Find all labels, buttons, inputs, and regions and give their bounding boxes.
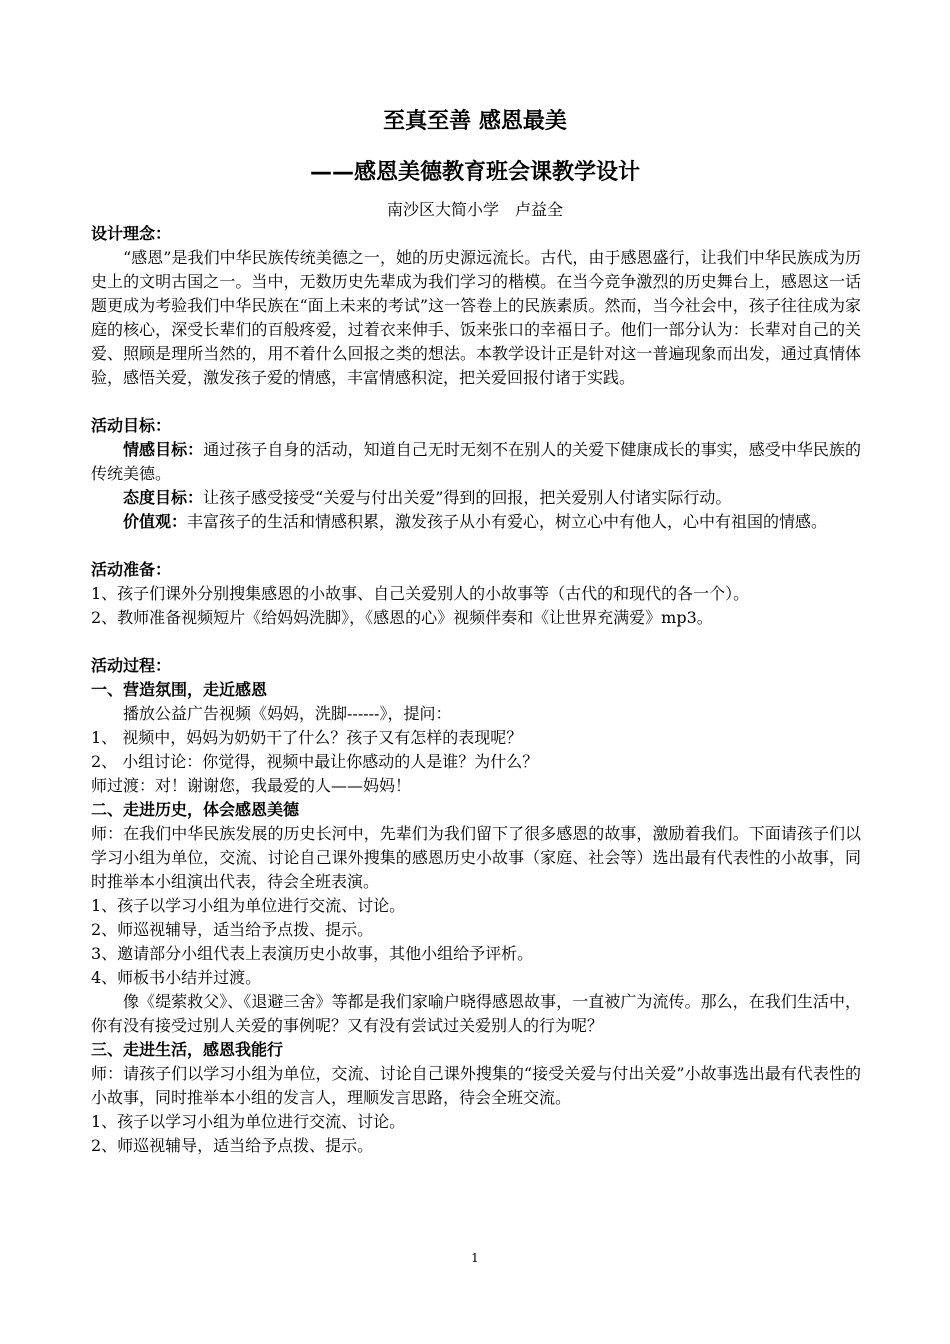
list-item: 1、孩子以学习小组为单位进行交流、讨论。 <box>91 896 406 915</box>
list-item: 3、邀请部分小组代表上表演历史小故事，其他小组给予评析。 <box>91 944 534 963</box>
goal-label: 价值观： <box>123 512 188 531</box>
goal-text: 让孩子感受接受“关爱与付出关爱”得到的回报，把关爱别人付诸实际行动。 <box>203 488 732 507</box>
page-subtitle: ——感恩美德教育班会课教学设计 <box>309 160 640 185</box>
process-heading: 活动过程： <box>91 656 172 675</box>
prep-item: 2、教师准备视频短片《给妈妈洗脚》，《感恩的心》视频伴奏和《让世界充满爱》mp3。 <box>91 608 713 627</box>
page-title: 至真至善 感恩最美 <box>383 109 567 134</box>
goal-text: 丰富孩子的生活和情感积累，激发孩子从小有爱心，树立心中有他人，心中有祖国的情感。 <box>187 512 828 531</box>
section-transition: 师过渡：对！谢谢您，我最爱的人——妈妈！ <box>91 776 412 795</box>
section-intro: 师：请孩子们以学习小组为单位，交流、讨论自己课外搜集的“接受关爱与付出关爱”小故事选出最有代表性的小故事，同时推举本小组的发言人，理顺发言思路，待会全班交流。 <box>91 1064 861 1107</box>
section-closing: 像《缇萦救父》、《退避三舍》等都是我们家喻户晓得感恩故事，一直被广为流传。那么，在我们生活中，你有没有接受过别人关爱的事例呢？又有没有尝试过关爱别人的行为呢？ <box>91 992 861 1035</box>
section-heading: 二、走进历史，体会感恩美德 <box>91 800 300 819</box>
prep-item: 1、孩子们课外分别搜集感恩的小故事、自己关爱别人的小故事等（古代的和现代的各一个）。 <box>91 584 750 603</box>
concept-paragraph: “感恩”是我们中华民族传统美德之一，她的历史源远流长。古代，由于感恩盛行，让我们中华民族成为历史上的文明古国之一。当中，无数历史先辈成为我们学习的楷模。在当今竞争激烈的历史舞台上，感恩这一话题更成为考验我们中华民族在“面上未来的考试”这一答卷上的民族素质。然而，当今社会中，孩子往往成为家庭的核心，深受长辈们的百般疼爱，过着衣来伸手、饭来张口的幸福日子。他们一部分认为：长辈对自己的关爱、照顾是理所当然的，用不着什么回报之类的想法。本教学设计正是针对这一普遍现象而出发，通过真情体验，感悟关爱，激发孩子爱的情感，丰富情感积淀，把关爱回报付诸于实践。 <box>91 248 861 387</box>
list-item: 1、 视频中，妈妈为奶奶干了什么？孩子又有怎样的表现呢？ <box>91 728 523 747</box>
section-intro: 播放公益广告视频《妈妈，洗脚------》，提问： <box>123 704 452 723</box>
list-item: 2、师巡视辅导，适当给予点拨、提示。 <box>91 920 374 939</box>
goal-item <box>91 438 861 486</box>
list-item: 2、师巡视辅导，适当给予点拨、提示。 <box>91 1136 374 1155</box>
section-heading: 三、走进生活，感恩我能行 <box>91 1040 284 1059</box>
author-line: 南沙区大简小学 卢益全 <box>386 200 563 219</box>
goal-label: 态度目标： <box>123 488 204 507</box>
goal-text: 通过孩子自身的活动，知道自己无时无刻不在别人的关爱下健康成长的事实，感受中华民族的传统美德。 <box>91 440 861 483</box>
list-item: 2、 小组讨论：你觉得，视频中最让你感动的人是谁？为什么？ <box>91 752 539 771</box>
goal-item <box>91 486 861 510</box>
page-number: 1 <box>471 1251 479 1265</box>
prep-heading: 活动准备： <box>91 560 172 579</box>
goals-heading: 活动目标： <box>91 416 172 435</box>
list-item: 1、孩子以学习小组为单位进行交流、讨论。 <box>91 1112 406 1131</box>
section-heading: 一、营造氛围，走近感恩 <box>91 680 268 699</box>
document-body <box>91 222 861 1158</box>
goal-label: 情感目标： <box>123 440 204 459</box>
section-intro: 师：在我们中华民族发展的历史长河中，先辈们为我们留下了很多感恩的故事，激励着我们。下面请孩子们以学习小组为单位，交流、讨论自己课外搜集的感恩历史小故事（家庭、社会等）选出最有代表性的小故事，同时推举本小组演出代表，待会全班表演。 <box>91 824 861 891</box>
goal-item <box>91 510 861 534</box>
concept-heading: 设计理念： <box>91 224 172 243</box>
list-item: 4、师板书小结并过渡。 <box>91 968 262 987</box>
